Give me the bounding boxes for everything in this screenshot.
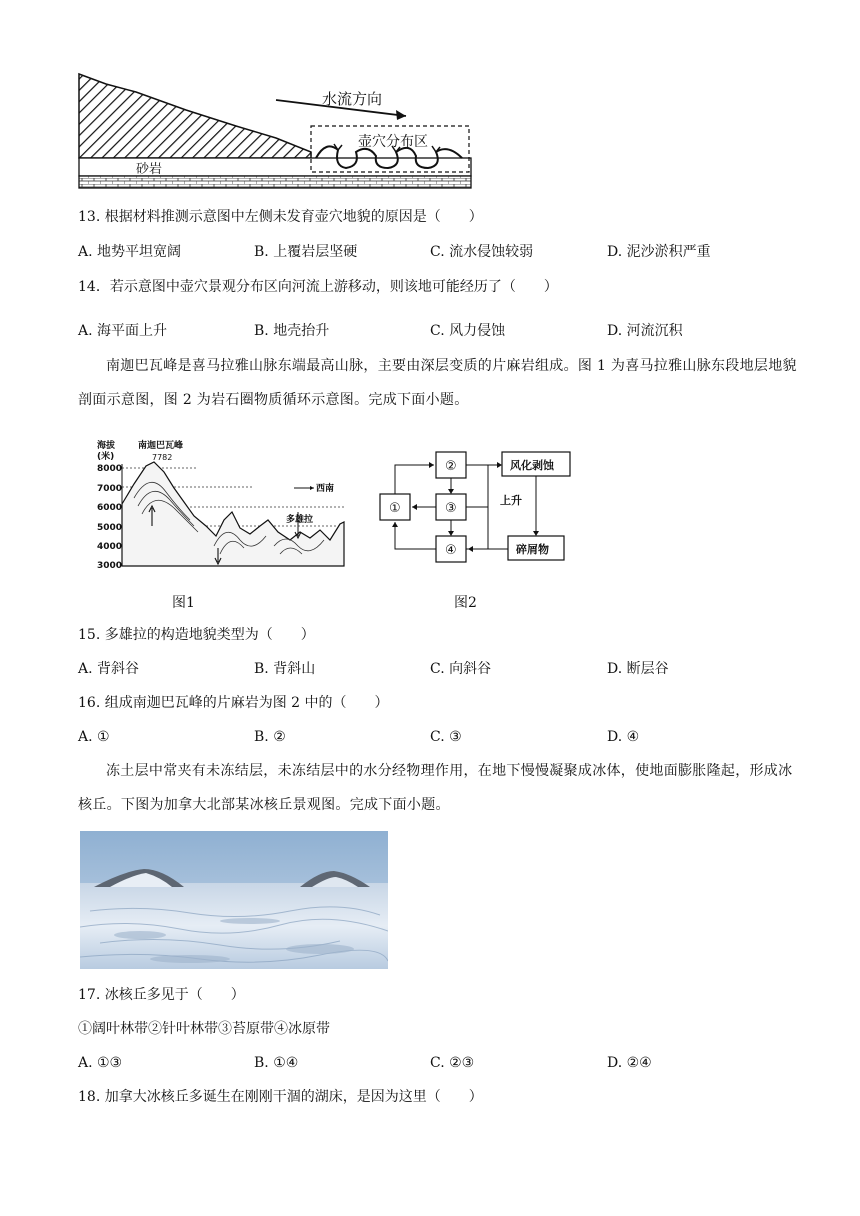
q16-option-b[interactable]: B. ②: [254, 729, 286, 745]
q17-sub-items: ①阔叶林带②针叶林带③苔原带④冰原带: [78, 1021, 330, 1037]
figure-2-caption: 图2: [454, 595, 477, 611]
q17-stem: 17. 冰核丘多见于（ ）: [78, 987, 245, 1003]
figure-1-caption: 图1: [172, 595, 195, 611]
q14-stem: 14．若示意图中壶穴景观分布区向河流上游移动，则该地可能经历了（ ）: [78, 279, 558, 295]
fig2-uplift: 上升: [500, 494, 522, 507]
fig1-direction: 西南: [316, 484, 335, 494]
q16-option-d[interactable]: D. ④: [607, 729, 640, 745]
q15-option-a[interactable]: A. 背斜谷: [78, 661, 140, 677]
q15-option-c[interactable]: C. 向斜谷: [430, 661, 492, 677]
fig2-weathering: 风化剥蚀: [510, 459, 554, 472]
figure-1-profile: [94, 436, 348, 576]
q14-option-a[interactable]: A. 海平面上升: [78, 323, 168, 339]
fig2-box-4: ④: [445, 543, 457, 558]
q13-option-b[interactable]: B. 上覆岩层坚硬: [254, 244, 358, 260]
fig1-tick-3000: 3000: [97, 561, 123, 571]
fig1-y-title: 海拔: [97, 441, 116, 451]
fig1-tick-7000: 7000: [97, 484, 123, 494]
fig1-y-unit: (米): [97, 452, 115, 462]
flow-direction-label: 水流方向: [322, 90, 383, 108]
fig1-tick-4000: 4000: [97, 542, 123, 552]
fig1-peak-height: 7782: [152, 453, 173, 462]
passage-3: 冻土层中常夹有未冻结层，未冻结层中的水分经物理作用，在地下慢慢凝聚成冰体，使地面膨胀隆起，形成冰核丘。下图为加拿大北部某冰核丘景观图。完成下面小题。: [78, 763, 793, 813]
fig1-place-label: 多雄拉: [286, 515, 314, 525]
q13-option-c[interactable]: C. 流水侵蚀较弱: [430, 244, 534, 260]
q17-option-d[interactable]: D. ②④: [607, 1055, 652, 1071]
fig2-debris: 碎屑物: [516, 543, 549, 556]
pothole-diagram: [76, 70, 476, 192]
fig1-tick-8000: 8000: [97, 464, 123, 474]
sandstone-label: 砂岩: [136, 162, 163, 177]
q14-option-b[interactable]: B. 地壳抬升: [254, 323, 330, 339]
fig1-tick-5000: 5000: [97, 523, 123, 533]
q17-option-b[interactable]: B. ①④: [254, 1055, 299, 1071]
q16-option-a[interactable]: A. ①: [78, 729, 110, 745]
fig2-box-3: ③: [445, 501, 457, 516]
q15-stem: 15. 多雄拉的构造地貌类型为（ ）: [78, 627, 315, 643]
q13-option-d[interactable]: D. 泥沙淤积严重: [607, 244, 711, 260]
q15-option-d[interactable]: D. 断层谷: [607, 661, 669, 677]
pingo-photo: [80, 831, 388, 969]
passage-2: 南迦巴瓦峰是喜马拉雅山脉东端最高山脉，主要由深层变质的片麻岩组成。图 1 为喜马拉雅山脉东段地层地貌剖面示意图，图 2 为岩石圈物质循环示意图。完成下面小题。: [78, 358, 797, 408]
q15-option-b[interactable]: B. 背斜山: [254, 661, 316, 677]
figure-2-rock-cycle: [376, 446, 576, 568]
fig1-peak-name: 南迦巴瓦峰: [138, 441, 184, 451]
fig2-box-1: ①: [389, 501, 401, 516]
q13-stem: 13. 根据材料推测示意图中左侧未发育壶穴地貌的原因是（ ）: [78, 209, 483, 225]
q14-option-c[interactable]: C. 风力侵蚀: [430, 323, 506, 339]
q16-stem: 16. 组成南迦巴瓦峰的片麻岩为图 2 中的（ ）: [78, 695, 389, 711]
q13-option-a[interactable]: A. 地势平坦宽阔: [78, 244, 182, 260]
fig2-box-2: ②: [445, 459, 457, 474]
q17-option-a[interactable]: A. ①③: [78, 1055, 123, 1071]
pothole-area-label: 壶穴分布区: [358, 134, 428, 150]
q18-stem: 18. 加拿大冰核丘多诞生在刚刚干涸的湖床，是因为这里（ ）: [78, 1089, 483, 1105]
q14-option-d[interactable]: D. 河流沉积: [607, 323, 683, 339]
q17-option-c[interactable]: C. ②③: [430, 1055, 475, 1071]
fig1-tick-6000: 6000: [97, 503, 123, 513]
q16-option-c[interactable]: C. ③: [430, 729, 462, 745]
